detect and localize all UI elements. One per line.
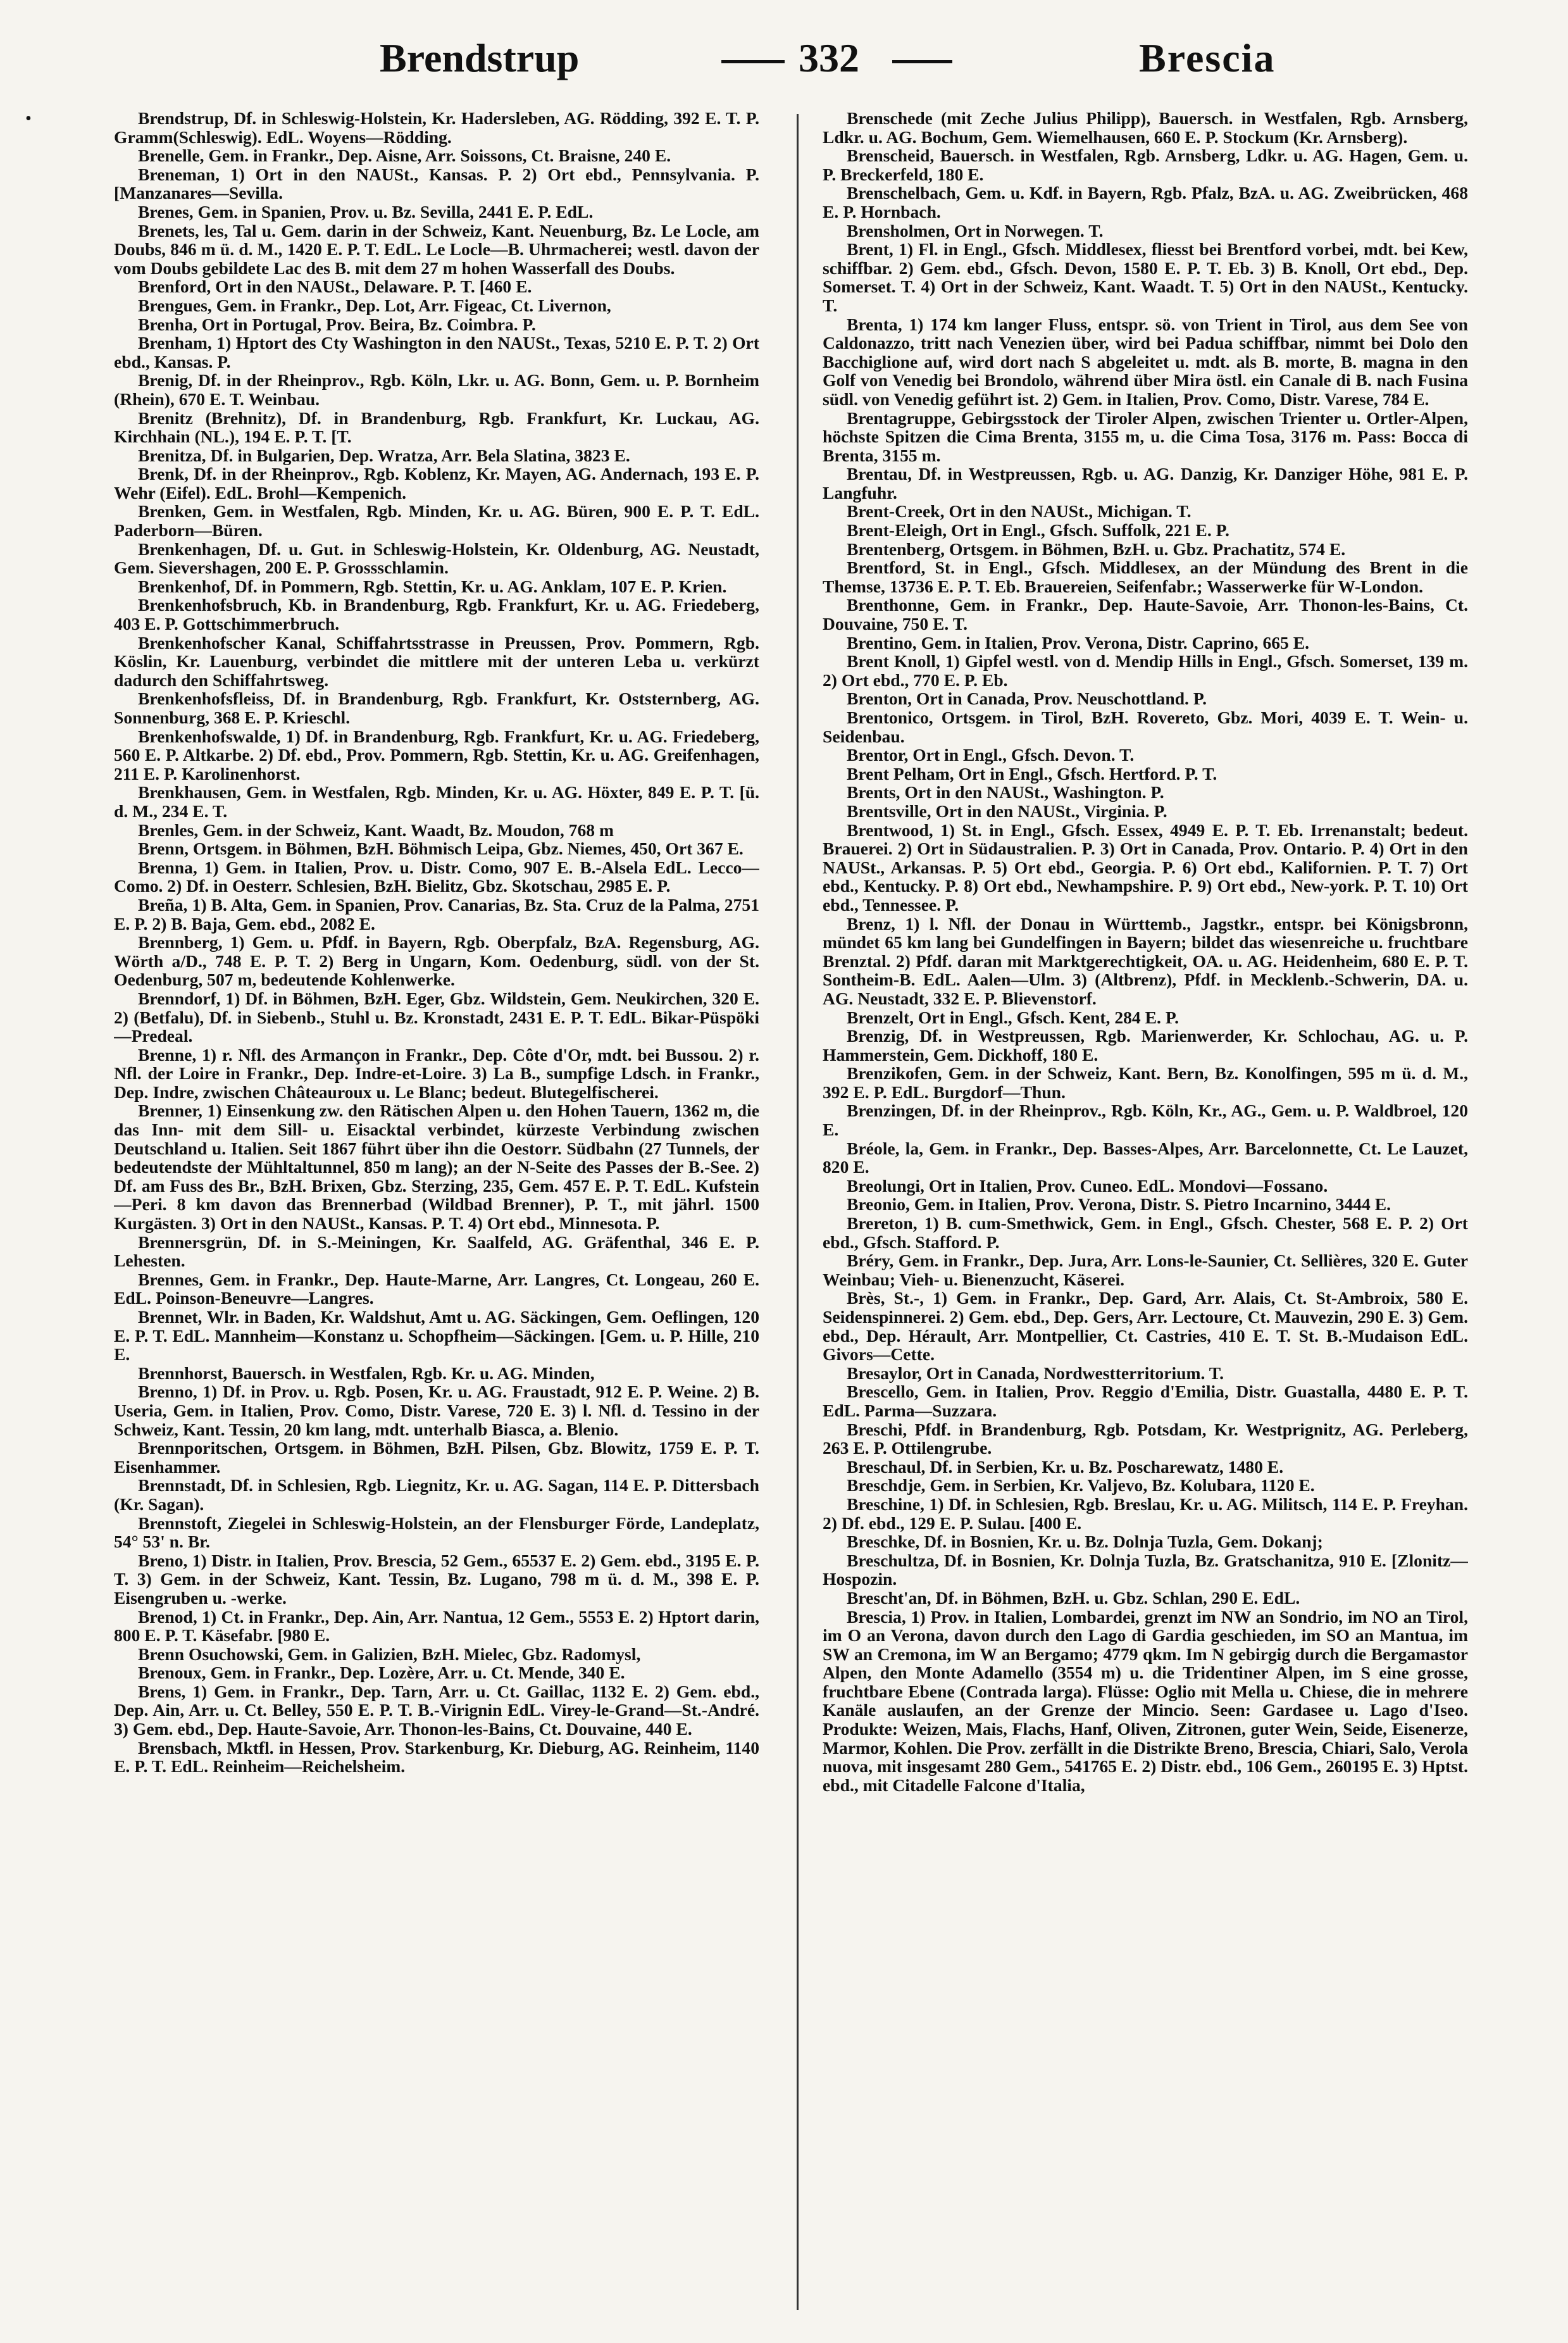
dictionary-entry: Brent, 1) Fl. in Engl., Gfsch. Middlesex, fliesst bei Brentford vorbei, mdt. bei Kew, schiffbar. 2) Gem. ebd., Gfsch. Devon, 1580 E. P. T. Eb. 3) B. Knoll, Ort ebd., Dep. Somerset. T. 4) Ort in der Schweiz, Kant. Waadt. T. 5) Ort in den NAUSt., Kentucky. T. xyxy=(823,239,1468,315)
dictionary-entry: Brenitza, Df. in Bulgarien, Dep. Wratza, Arr. Bela Slatina, 3823 E. xyxy=(138,445,630,465)
header-last-entry-word: Brescia xyxy=(1139,35,1276,80)
dictionary-entry: Brenelle, Gem. in Frankr., Dep. Aisne, Arr. Soissons, Ct. Braisne, 240 E. xyxy=(138,146,671,166)
dictionary-entry: Brentagruppe, Gebirgsstock der Tiroler Alpen, zwischen Trienter u. Ortler-Alpen, höchste Spitzen die Cima Brenta, 3155 m, u. die Cima Tosa, 3176 m. Pass: Bocca di Brenta, 3155 m. xyxy=(823,408,1468,465)
dictionary-entry: Brenkenhofsfleiss, Df. in Brandenburg, Rgb. Frankfurt, Kr. Oststernberg, AG. Sonnenburg, 368 E. P. Krieschl. xyxy=(114,689,759,727)
left-column xyxy=(114,109,759,2318)
page-header xyxy=(0,35,1568,104)
dictionary-entry: Brengues, Gem. in Frankr., Dep. Lot, Arr. Figeac, Ct. Livernon, xyxy=(138,295,611,315)
header-dash-left xyxy=(721,60,785,63)
dictionary-entry: Brenthonne, Gem. in Frankr., Dep. Haute-Savoie, Arr. Thonon-les-Bains, Ct. Douvaine, 750 E. T. xyxy=(823,595,1468,634)
dictionary-entry: Brent Knoll, 1) Gipfel westl. von d. Mendip Hills in Engl., Gfsch. Somerset, 139 m. 2) Ort ebd., 770 E. P. Eb. xyxy=(823,651,1468,690)
dictionary-entry: Brensbach, Mktfl. in Hessen, Prov. Starkenburg, Kr. Dieburg, AG. Reinheim, 1140 E. P. T. EdL. Reinheim—Reichelsheim. xyxy=(114,1737,759,1777)
dictionary-entry: Breno, 1) Distr. in Italien, Prov. Brescia, 52 Gem., 65537 E. 2) Gem. ebd., 3195 E. P. T. 3) Gem. in der Schweiz, Kant. Tessin, Bz. Lugano, 798 m ü. d. M., 398 E. P. Eisengruben u. -werke. xyxy=(114,1550,759,1608)
dictionary-entry: Brennet, Wlr. in Baden, Kr. Waldshut, Amt u. AG. Säckingen, Gem. Oeflingen, 120 E. P. T. EdL. Mannheim—Konstanz u. Schopfheim—Säckingen. [Gem. u. P. Hille, 210 E. xyxy=(114,1307,759,1365)
dictionary-entry: Brereton, 1) B. cum-Smethwick, Gem. in Engl., Gfsch. Chester, 568 E. P. 2) Ort ebd., Gfsch. Stafford. P. xyxy=(823,1213,1468,1252)
dictionary-entry: Brenta, 1) 174 km langer Fluss, entspr. sö. von Trient in Tirol, aus dem See von Caldonazzo, tritt nach Venezien über, wird bei Padua schiffbar, nimmt bei Dolo den Bacchiglione auf, wird dort nach S abgeleitet u. mdt. als B. morte, B. magna in den Golf von Venedig bei Brondolo, während über Mira östl. ein Canale di B. nach Fusina südl. von Venedig geführt ist. 2) Gem. in Italien, Prov. Como, Distr. Varese, 784 E. xyxy=(823,314,1468,409)
dictionary-entry: Breonio, Gem. in Italien, Prov. Verona, Distr. S. Pietro Incarnino, 3444 E. xyxy=(847,1194,1391,1215)
dictionary-entry: Brennersgrün, Df. in S.-Meiningen, Kr. Saalfeld, AG. Gräfenthal, 346 E. P. Lehesten. xyxy=(114,1232,759,1271)
dictionary-entry: Brenz, 1) l. Nfl. der Donau in Württemb., Jagstkr., entspr. bei Königsbronn, mündet 65 km lang bei Gundelfingen in Bayern; bildet das wiesenreiche u. fruchtbare Brenztal. 2) Pfdf. daran mit Marktgerechtigkeit, OA. u. AG. Heidenheim, 680 E. P. T. Sontheim-B. EdL. Aalen—Ulm. 3) (Altbrenz), Pfdf. in Mecklenb.-Schwerin, DA. u. AG. Neustadt, 332 E. P. Blievenstorf. xyxy=(823,913,1468,1008)
dictionary-entry: Brenne, 1) r. Nfl. des Armançon in Frankr., Dep. Côte d'Or, mdt. bei Bussou. 2) r. Nfl. der Loire in Frankr., Dep. Indre-et-Loire. 3) La B., sumpfige Ldsch. in Frankr., Dep. Indre, zwischen Châteauroux u. Le Blanc; bedeut. Blutegelfischerei. xyxy=(114,1044,759,1102)
dictionary-entry: Brenitz (Brehnitz), Df. in Brandenburg, Rgb. Frankfurt, Kr. Luckau, AG. Kirchhain (NL.), 194 E. P. T. [T. xyxy=(114,408,759,447)
header-dash-right xyxy=(892,60,952,63)
dictionary-entry: Brentonico, Ortsgem. in Tirol, BzH. Rovereto, Gbz. Mori, 4039 E. T. Wein- u. Seidenbau. xyxy=(823,708,1468,746)
dictionary-entry: Brenken, Gem. in Westfalen, Rgb. Minden, Kr. u. AG. Büren, 900 E. P. T. EdL. Paderborn—Büren. xyxy=(114,501,759,540)
dictionary-entry: Brentwood, 1) St. in Engl., Gfsch. Essex, 4949 E. P. T. Eb. Irrenanstalt; bedeut. Brauerei. 2) Ort in Südaustralien. P. 3) Ort in Canada, Prov. Ontario. P. 4) Ort in den NAUSt., Arkansas. P. 5) Ort ebd., Georgia. P. 6) Ort ebd., Kalifornien. P. T. 7) Ort ebd., Kentucky. P. 8) Ort ebd., Newhampshire. P. 9) Ort ebd., New-york. P. T. 10) Ort ebd., Tennessee. P. xyxy=(823,820,1468,915)
dictionary-entry: Brenham, 1) Hptort des Cty Washington in den NAUSt., Texas, 5210 E. P. T. 2) Ort ebd., Kansas. P. xyxy=(114,333,759,372)
dictionary-entry: Bréole, la, Gem. in Frankr., Dep. Basses-Alpes, Arr. Barcelonnette, Ct. Le Lauzet, 820 E. xyxy=(823,1138,1468,1177)
dictionary-entry: Bresaylor, Ort in Canada, Nordwestterritorium. T. xyxy=(847,1363,1224,1383)
dictionary-entry: Brents, Ort in den NAUSt., Washington. P. xyxy=(847,782,1164,803)
dictionary-entry: Brenets, les, Tal u. Gem. darin in der Schweiz, Kant. Neuenburg, Bz. Le Locle, am Doubs, 846 m ü. d. M., 1420 E. P. T. EdL. Le Locle—B. Uhrmacherei; westl. davon der vom Doubs gebildete Lac des B. mit dem 27 m hohen Wasserfall des Doubs. xyxy=(114,220,759,278)
right-column xyxy=(823,109,1468,2318)
dictionary-entry: Brescht'an, Df. in Böhmen, BzH. u. Gbz. Schlan, 290 E. EdL. xyxy=(847,1587,1300,1608)
dictionary-entry: Brenoux, Gem. in Frankr., Dep. Lozère, Arr. u. Ct. Mende, 340 E. xyxy=(138,1663,625,1683)
dictionary-entry: Brentor, Ort in Engl., Gfsch. Devon. T. xyxy=(847,745,1135,765)
dictionary-entry: Brenner, 1) Einsenkung zw. den Rätischen Alpen u. den Hohen Tauern, 1362 m, die das Inn- mit dem Sill- u. Eisacktal verbindet, kürzeste Verbindung zwischen Deutschland u. Italien. Seit 1867 führt über ihn die Oestorr. Südbahn (27 Tunnels, der bedeutendste der Mühltaltunnel, 850 m lang); an der N-Seite des Passes der B.-See. 2) Df. am Fuss des Br., BzH. Brixen, Gbz. Sterzing, 235, Gem. 457 E. P. T. EdL. Kufstein—Peri. 8 km davon das Brennerbad (Wildbad Brenner), P. T., mit jährl. 1500 Kurgästen. 3) Ort in den NAUSt., Kansas. P. T. 4) Ort ebd., Minnesota. P. xyxy=(114,1101,759,1234)
dictionary-entry: Brenha, Ort in Portugal, Prov. Beira, Bz. Coimbra. P. xyxy=(138,314,536,334)
dictionary-entry: Brenton, Ort in Canada, Prov. Neuschottland. P. xyxy=(847,689,1207,709)
dictionary-entry: Brennstadt, Df. in Schlesien, Rgb. Liegnitz, Kr. u. AG. Sagan, 114 E. P. Dittersbach (Kr. Sagan). xyxy=(114,1475,759,1514)
dictionary-entry: Brent Pelham, Ort in Engl., Gfsch. Hertford. P. T. xyxy=(847,763,1217,784)
dictionary-entry: Brenn, Ortsgem. in Böhmen, BzH. Böhmisch Leipa, Gbz. Niemes, 450, Ort 367 E. xyxy=(138,839,744,859)
dictionary-entry: Brenzikofen, Gem. in der Schweiz, Kant. Bern, Bz. Konolfingen, 595 m ü. d. M., 392 E. P. EdL. Burgdorf—Thun. xyxy=(823,1063,1468,1102)
dictionary-entry: Brenkenhofswalde, 1) Df. in Brandenburg, Rgb. Frankfurt, Kr. u. AG. Friedeberg, 560 E. P. Altkarbe. 2) Df. ebd., Prov. Pommern, Rgb. Stettin, Kr. u. AG. Greifenhagen, 211 E. P. Karolinenhorst. xyxy=(114,726,759,784)
dictionary-entry: Brent-Creek, Ort in den NAUSt., Michigan. T. xyxy=(847,501,1192,522)
dictionary-entry: Brentau, Df. in Westpreussen, Rgb. u. AG. Danzig, Kr. Danziger Höhe, 981 E. P. Langfuhr. xyxy=(823,464,1468,503)
dictionary-entry: Brentsville, Ort in den NAUSt., Virginia. P. xyxy=(847,801,1167,821)
dictionary-entry: Brent-Eleigh, Ort in Engl., Gfsch. Suffolk, 221 E. P. xyxy=(847,520,1229,540)
dictionary-entry: Brescia, 1) Prov. in Italien, Lombardei, grenzt im NW an Sondrio, im NO an Tirol, im O an Verona, davon durch den Lago di Gardia geschieden, im SO an Mantua, im SW an Cremona, im W an Bergamo; 4779 qkm. Im N gebirgig durch die Bergamastor Alpen, den Monte Adamello (3554 m) u. die Tridentiner Alpen, im S eine grosse, fruchtbare Ebene (Contrada larga). Flüsse: Oglio mit Mella u. Chiese, die in mehrere Kanäle auslaufen, an der Grenze der Mincio. Seen: Gardasee u. Lago d'Iseo. Produkte: Weizen, Mais, Flachs, Hanf, Oliven, Zitronen, guter Wein, Seide, Eisenerze, Marmor, Kohlen. Die Prov. zerfällt in die Distrikte Breno, Brescia, Chiari, Salo, Verola nuova, mit insgesamt 280 Gem., 541765 E. 2) Distr. ebd., 106 Gem., 260195 E. 3) Hptst. ebd., mit Citadelle Falcone d'Italia, xyxy=(823,1606,1468,1795)
dictionary-entry: Brenkenhof, Df. in Pommern, Rgb. Stettin, Kr. u. AG. Anklam, 107 E. P. Krien. xyxy=(138,576,727,596)
dictionary-entry: Brenkhausen, Gem. in Westfalen, Rgb. Minden, Kr. u. AG. Höxter, 849 E. P. T. [ü. d. M., 234 E. T. xyxy=(114,782,759,821)
dictionary-entry: Brescello, Gem. in Italien, Prov. Reggio d'Emilia, Distr. Guastalla, 4480 E. P. T. EdL. Parma—Suzzara. xyxy=(823,1382,1468,1420)
dictionary-entry: Brenford, Ort in den NAUSt., Delaware. P. T. [460 E. xyxy=(138,277,532,297)
dictionary-entry: Bréry, Gem. in Frankr., Dep. Jura, Arr. Lons-le-Saunier, Ct. Sellières, 320 E. Guter Weinbau; Vieh- u. Bienenzucht, Käserei. xyxy=(823,1251,1468,1289)
dictionary-entry: Brentford, St. in Engl., Gfsch. Middlesex, an der Mündung des Brent in die Themse, 13736 E. P. T. Eb. Brauereien, Seifenfabr.; Wasserwerke für W-London. xyxy=(823,558,1468,596)
dictionary-entry: Breschke, Df. in Bosnien, Kr. u. Bz. Dolnja Tuzla, Gem. Dokanj; xyxy=(847,1532,1323,1552)
dictionary-entry: Brensholmen, Ort in Norwegen. T. xyxy=(847,220,1104,241)
dictionary-entry: Brenkenhofsbruch, Kb. in Brandenburg, Rgb. Frankfurt, Kr. u. AG. Friedeberg, 403 E. P. Gottschimmerbruch. xyxy=(114,595,759,634)
dictionary-entry: Brenzingen, Df. in der Rheinprov., Rgb. Köln, Kr., AG., Gem. u. P. Waldbroel, 120 E. xyxy=(823,1101,1468,1140)
dictionary-entry: Breschi, Pfdf. in Brandenburg, Rgb. Potsdam, Kr. Westprignitz, AG. Perleberg, 263 E. P. Ottilengrube. xyxy=(823,1419,1468,1458)
dictionary-entry: Brennporitschen, Ortsgem. in Böhmen, BzH. Pilsen, Gbz. Blowitz, 1759 E. P. T. Eisenhammer. xyxy=(114,1438,759,1477)
margin-bullet: • xyxy=(25,109,32,128)
dictionary-entry: Brès, St.-, 1) Gem. in Frankr., Dep. Gard, Arr. Alais, Ct. St-Ambroix, 580 E. Seidenspinnerei. 2) Gem. ebd., Dep. Gers, Arr. Lectoure, Ct. Mauvezin, 290 E. 3) Gem. ebd., Dep. Hérault, Arr. Montpellier, Ct. Castries, 410 E. T. St. B.-Mudaison EdL. Givors—Cette. xyxy=(823,1288,1468,1365)
dictionary-entry: Brennstoft, Ziegelei in Schleswig-Holstein, an der Flensburger Förde, Landeplatz, 54° 53' n. Br. xyxy=(114,1513,759,1552)
dictionary-entry: Brennberg, 1) Gem. u. Pfdf. in Bayern, Rgb. Oberpfalz, BzA. Regensburg, AG. Wörth a/D., 748 E. P. T. 2) Berg in Ungarn, Kom. Oedenburg, südl. von der St. Oedenburg, 507 m, bedeutende Kohlenwerke. xyxy=(114,932,759,990)
page-number: 332 xyxy=(799,35,859,80)
dictionary-entry: Breolungi, Ort in Italien, Prov. Cuneo. EdL. Mondovi—Fossano. xyxy=(847,1175,1328,1196)
dictionary-entry: Brenzelt, Ort in Engl., Gfsch. Kent, 284 E. P. xyxy=(847,1007,1179,1027)
dictionary-entry: Breschdje, Gem. in Serbien, Kr. Valjevo, Bz. Kolubara, 1120 E. xyxy=(847,1475,1315,1496)
dictionary-entry: Brenod, 1) Ct. in Frankr., Dep. Ain, Arr. Nantua, 12 Gem., 5553 E. 2) Hptort darin, 800 E. P. T. Käsefabr. [980 E. xyxy=(114,1606,759,1646)
dictionary-entry: Brenkenhagen, Df. u. Gut. in Schleswig-Holstein, Kr. Oldenburg, AG. Neustadt, Gem. Sievershagen, 200 E. P. Grossschlamin. xyxy=(114,539,759,578)
column-divider xyxy=(797,114,799,2310)
header-first-entry-word: Brendstrup xyxy=(380,35,580,80)
dictionary-entry: Brenndorf, 1) Df. in Böhmen, BzH. Eger, Gbz. Wildstein, Gem. Neukirchen, 320 E. 2) (Betfalu), Df. in Siebenb., Stuhl u. Bz. Kronstadt, 2431 E. P. T. EdL. Bikar-Püspöki—Predeal. xyxy=(114,988,759,1046)
dictionary-entry: Brenschelbach, Gem. u. Kdf. in Bayern, Rgb. Pfalz, BzA. u. AG. Zweibrücken, 468 E. P. Hornbach. xyxy=(823,183,1468,222)
dictionary-entry: Brenles, Gem. in der Schweiz, Kant. Waadt, Bz. Moudon, 768 m xyxy=(138,820,614,840)
dictionary-entry: Brenschede (mit Zeche Julius Philipp), Bauersch. in Westfalen, Rgb. Arnsberg, Ldkr. u. AG. Bochum, Gem. Wiemelhausen, 660 E. P. Stockum (Kr. Arnsberg). xyxy=(823,109,1468,147)
dictionary-entry: Breña, 1) B. Alta, Gem. in Spanien, Prov. Canarias, Bz. Sta. Cruz de la Palma, 2751 E. P. 2) B. Baja, Gem. ebd., 2082 E. xyxy=(114,894,759,934)
dictionary-entry: Breschultza, Df. in Bosnien, Kr. Dolnja Tuzla, Bz. Gratschanitza, 910 E. [Zlonitz—Hospozin. xyxy=(823,1550,1468,1589)
dictionary-entry: Brenna, 1) Gem. in Italien, Prov. u. Distr. Como, 907 E. B.-Alsela EdL. Lecco—Como. 2) Df. in Oesterr. Schlesien, BzH. Bielitz, Gbz. Skotschau, 2985 E. P. xyxy=(114,857,759,896)
dictionary-entry: Brentino, Gem. in Italien, Prov. Verona, Distr. Caprino, 665 E. xyxy=(847,632,1310,653)
dictionary-entry: Brenkenhofscher Kanal, Schiffahrtsstrasse in Preussen, Prov. Pommern, Rgb. Köslin, Kr. Lauenburg, verbindet die mittlere mit der unteren Leba u. verkürzt dadurch den Schiffahrtsweg. xyxy=(114,632,759,690)
dictionary-entry: Brenno, 1) Df. in Prov. u. Rgb. Posen, Kr. u. AG. Fraustadt, 912 E. P. Weine. 2) B. Useria, Gem. in Italien, Prov. Como, Distr. Varese, 720 E. 3) l. Nfl. d. Tessino in der Schweiz, Kant. Tessin, 20 km lang, mdt. unterhalb Biasca, a. Blenio. xyxy=(114,1382,759,1439)
dictionary-entry: Breschaul, Df. in Serbien, Kr. u. Bz. Poscharewatz, 1480 E. xyxy=(847,1456,1284,1477)
dictionary-entry: Brenk, Df. in der Rheinprov., Rgb. Koblenz, Kr. Mayen, AG. Andernach, 193 E. P. Wehr (Eifel). EdL. Brohl—Kempenich. xyxy=(114,464,759,503)
dictionary-entry: Brenes, Gem. in Spanien, Prov. u. Bz. Sevilla, 2441 E. P. EdL. xyxy=(138,201,594,222)
dictionary-entry: Brenscheid, Bauersch. in Westfalen, Rgb. Arnsberg, Ldkr. u. AG. Hagen, Gem. u. P. Breckerfeld, 180 E. xyxy=(823,146,1468,184)
dictionary-entry: Brendstrup, Df. in Schleswig-Holstein, Kr. Hadersleben, AG. Rödding, 392 E. T. P. Gramm(Schleswig). EdL. Woyens—Rödding. xyxy=(114,109,759,147)
dictionary-entry: Brenn Osuchowski, Gem. in Galizien, BzH. Mielec, Gbz. Radomysl, xyxy=(138,1644,641,1664)
dictionary-entry: Breneman, 1) Ort in den NAUSt., Kansas. P. 2) Ort ebd., Pennsylvania. P. [Manzanares—Sevilla. xyxy=(114,164,759,203)
dictionary-entry: Brenzig, Df. in Westpreussen, Rgb. Marienwerder, Kr. Schlochau, AG. u. P. Hammerstein, Gem. Dickhoff, 180 E. xyxy=(823,1026,1468,1065)
dictionary-entry: Breschine, 1) Df. in Schlesien, Rgb. Breslau, Kr. u. AG. Militsch, 114 E. P. Freyhan. 2) Df. ebd., 129 E. P. Sulau. [400 E. xyxy=(823,1494,1468,1533)
dictionary-entry: Brennhorst, Bauersch. in Westfalen, Rgb. Kr. u. AG. Minden, xyxy=(138,1363,595,1383)
dictionary-entry: Brentenberg, Ortsgem. in Böhmen, BzH. u. Gbz. Prachatitz, 574 E. xyxy=(847,539,1346,559)
dictionary-entry: Brens, 1) Gem. in Frankr., Dep. Tarn, Arr. u. Ct. Gaillac, 1132 E. 2) Gem. ebd., Dep. Ain, Arr. u. Ct. Belley, 550 E. P. T. B.-Virignin EdL. Virey-le-Grand—St.-André. 3) Gem. ebd., Dep. Haute-Savoie, Arr. Thonon-les-Bains, Ct. Douvaine, 440 E. xyxy=(114,1681,759,1739)
dictionary-entry: Brenig, Df. in der Rheinprov., Rgb. Köln, Lkr. u. AG. Bonn, Gem. u. P. Bornheim (Rhein), 670 E. T. Weinbau. xyxy=(114,370,759,409)
dictionary-entry: Brennes, Gem. in Frankr., Dep. Haute-Marne, Arr. Langres, Ct. Longeau, 260 E. EdL. Poinson-Beneuvre—Langres. xyxy=(114,1269,759,1308)
